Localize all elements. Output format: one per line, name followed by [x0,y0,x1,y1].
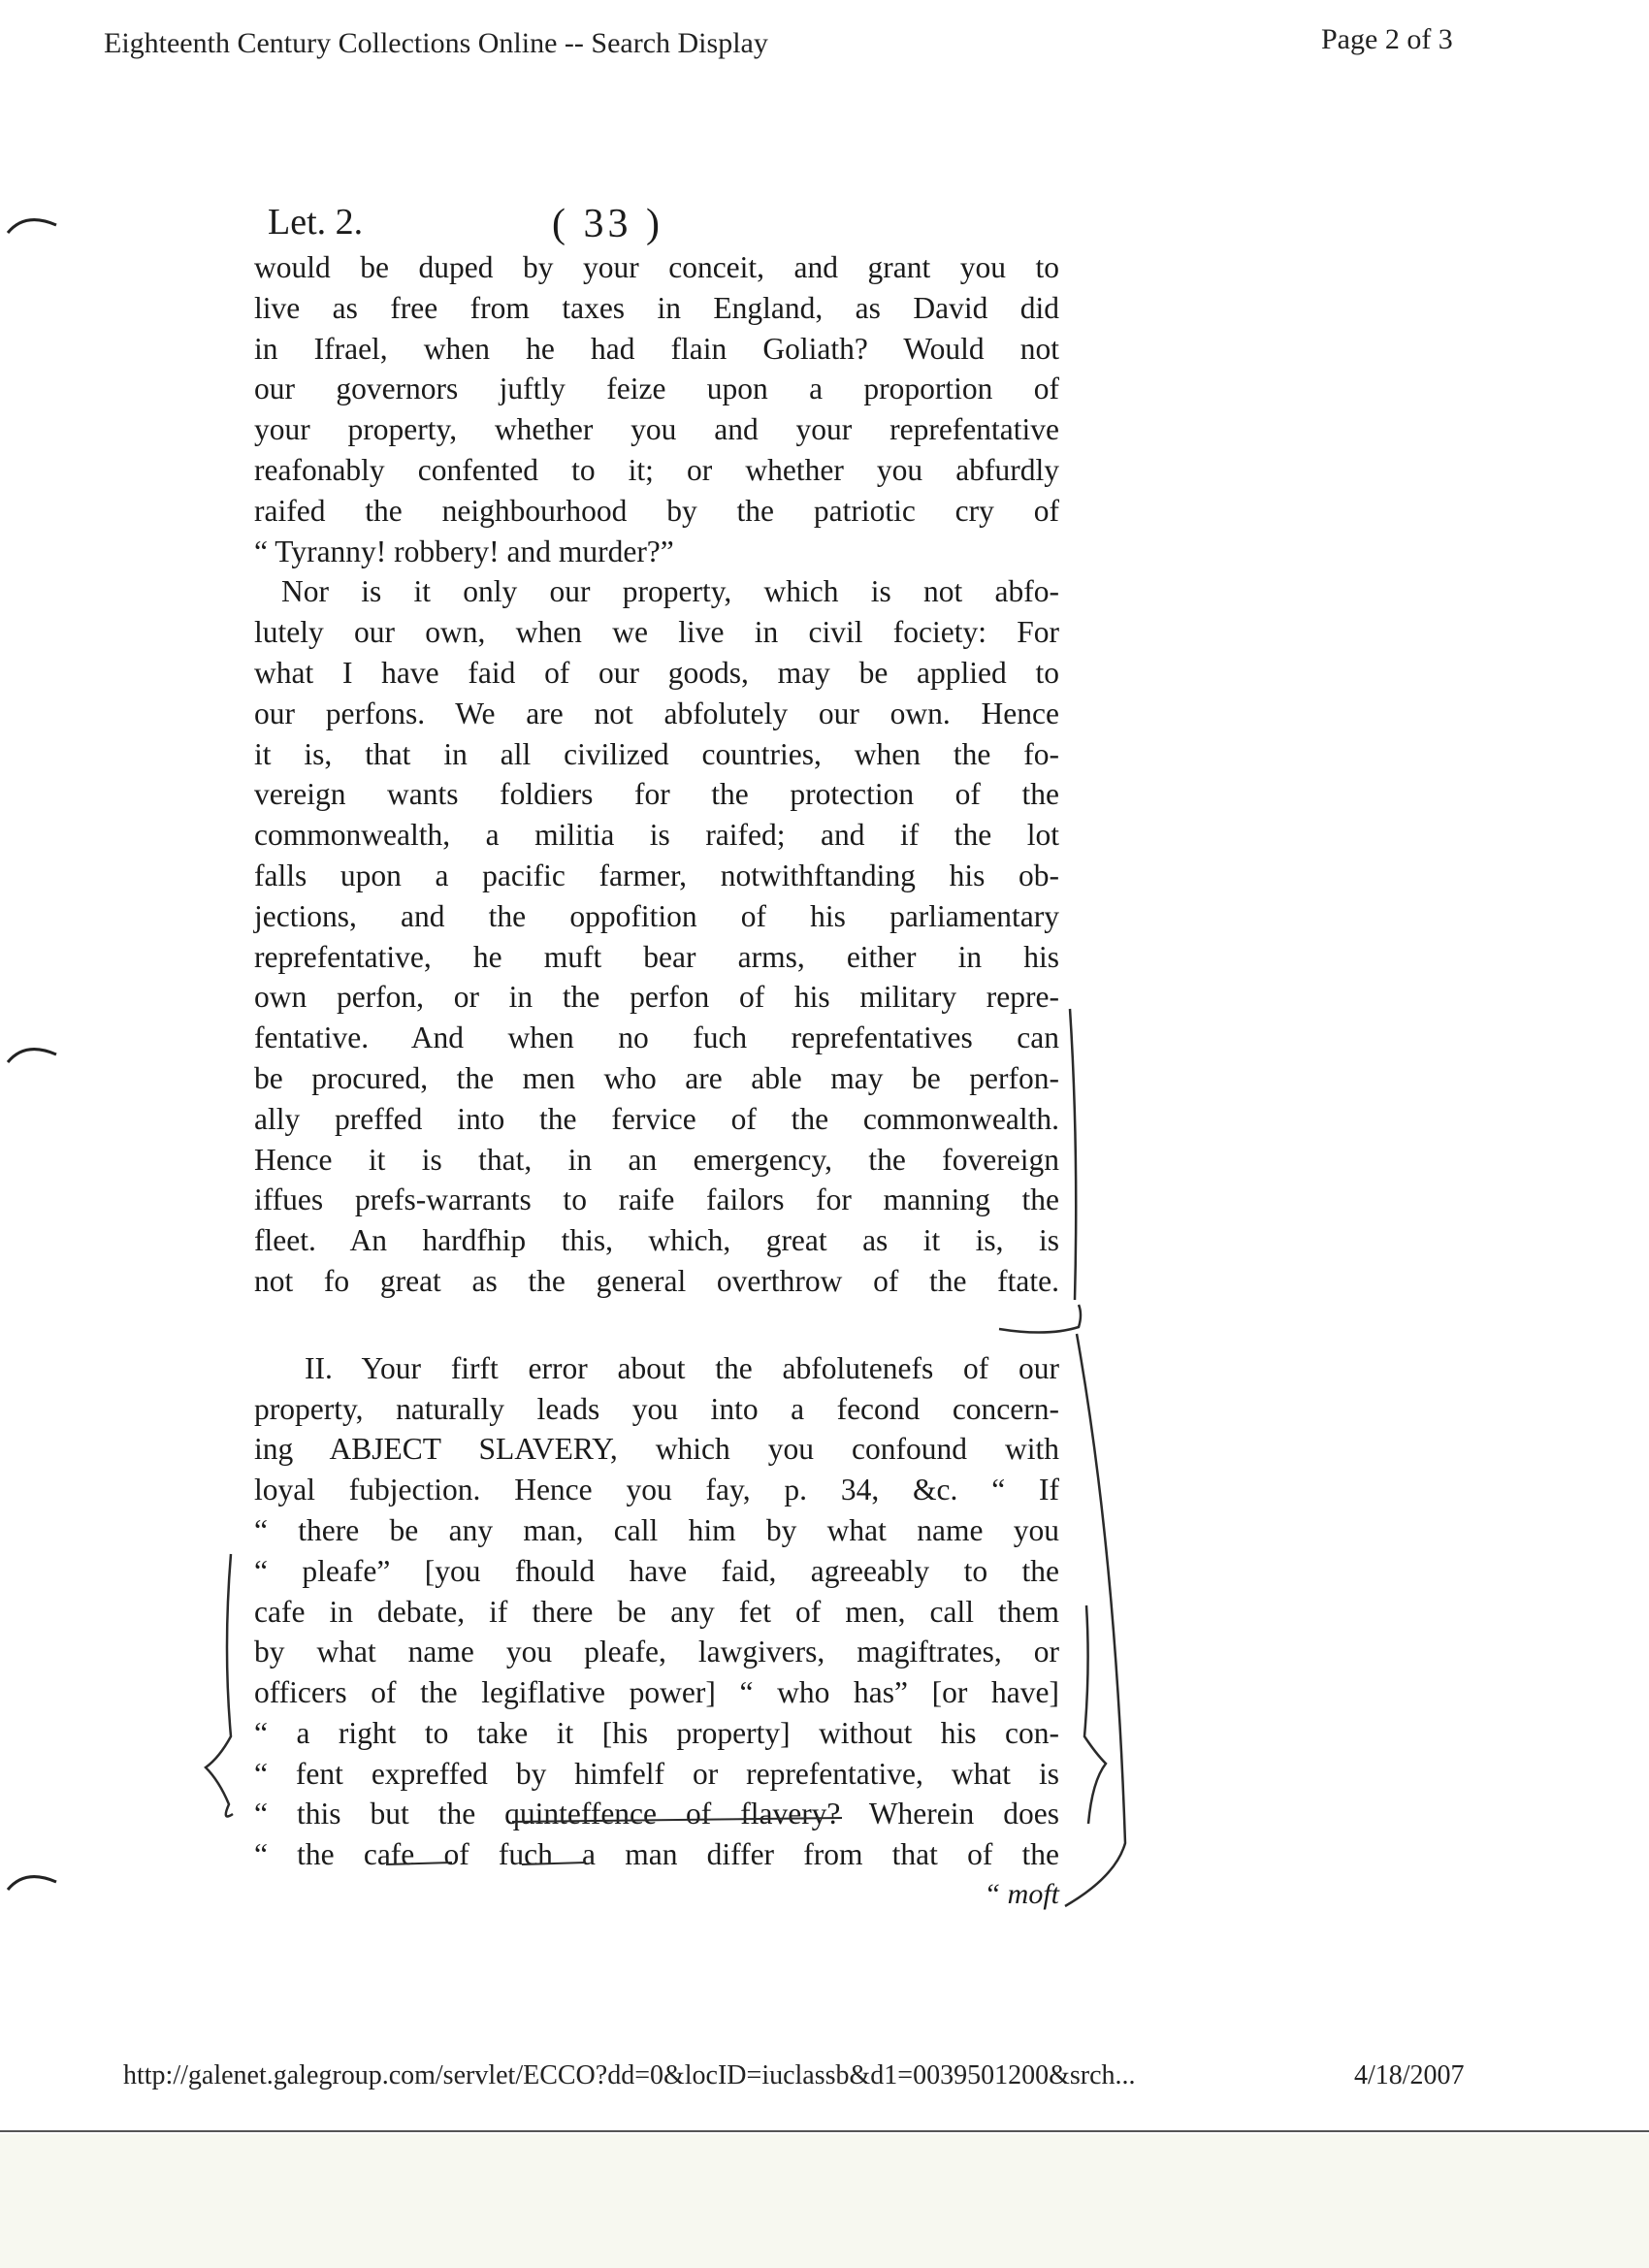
text-line: reprefentative, he muft bear arms, either in his [254,939,1059,974]
text-line: Hence it is that, in an emergency, the fovereign [254,1142,1059,1177]
text-line: your property, whether you and your reprefentative [254,412,1059,447]
print-footer-url: http://galenet.galegroup.com/servlet/ECCO?dd=0&locID=iuclassb&d1=0039501200&srch... [123,2060,1136,2090]
margin-line-right [1070,1009,1076,1300]
text-line: loyal fubjection. Hence you fay, p. 34, &c. “ If [254,1473,1059,1507]
text-line: fentative. And when no fuch reprefentatives can [254,1021,1059,1055]
text-line: not fo great as the general overthrow of the ftate. [254,1263,1059,1298]
text-line: by what name you pleafe, lawgivers, magiftrates, or [254,1635,1059,1669]
right-curly-brace [1084,1605,1106,1824]
text-line: “ there be any man, call him by what name you [254,1512,1059,1547]
catchword: “ moft [984,1878,1059,1911]
print-header-title: Eighteenth Century Collections Online -- Search Display [104,27,768,59]
text-line: falls upon a pacific farmer, notwithftanding his ob- [254,858,1059,892]
text-line: in Ifrael, when he had flain Goliath? Would not [254,331,1059,366]
text-line: be procured, the men who are able may be perfon- [254,1060,1059,1095]
text-line: “ the cafe of fuch a man differ from that of the [254,1837,1059,1872]
page-number: ( 33 ) [552,202,663,246]
text-line: Nor is it only our property, which is not abfo- [281,574,1059,609]
bracket-end-stroke [999,1305,1081,1333]
text-line: our perfons. We are not abfolutely our own. Hence [254,696,1059,730]
underline-case [386,1863,452,1864]
print-footer-date: 4/18/2007 [1354,2060,1465,2090]
text-line: our governors juftly feize upon a proportion of [254,372,1059,406]
print-header-page-count: Page 2 of 3 [1321,23,1453,55]
left-curly-brace [206,1554,233,1816]
text-line: II. Your firft error about the abfolutenefs of our [305,1350,1059,1385]
text-line: “ fent expreffed by himfelf or reprefentative, what is [254,1756,1059,1791]
text-line: jections, and the oppofition of his parliamentary [254,898,1059,933]
underline-quintessence [512,1818,842,1822]
text-line: fleet. An hardfhip this, which, great as it is, is [254,1223,1059,1258]
underline-such [522,1863,586,1864]
text-line: own perfon, or in the perfon of his military repre- [254,980,1059,1015]
text-line: property, naturally leads you into a fecond concern- [254,1391,1059,1426]
text-line: commonwealth, a militia is raifed; and if the lot [254,818,1059,853]
text-line: would be duped by your conceit, and grant you to [254,250,1059,284]
text-line: “ Tyranny! robbery! and murder?” [254,534,674,568]
text-line: cafe in debate, if there be any fet of men, call them [254,1594,1059,1629]
text-line: lutely our own, when we live in civil fociety: For [254,615,1059,650]
text-line: iffues prefs-warrants to raife failors for manning the [254,1183,1059,1217]
text-line: it is, that in all civilized countries, when the fo- [254,736,1059,771]
letter-number: Let. 2. [268,202,364,243]
text-line: ally preffed into the fervice of the commonwealth. [254,1101,1059,1136]
text-line: officers of the legiflative power] “ who has” [or have] [254,1675,1059,1710]
text-line: reafonably confented to it; or whether you abfurdly [254,452,1059,487]
text-line: ing ABJECT SLAVERY, which you confound with [254,1432,1059,1467]
footer-rule [0,2130,1649,2132]
text-line: “ a right to take it [his property] without his con- [254,1715,1059,1750]
text-line: what I have faid of our goods, may be applied to [254,655,1059,690]
text-line: live as free from taxes in England, as David did [254,290,1059,325]
text-line: “ pleafe” [you fhould have faid, agreeably to the [254,1553,1059,1588]
text-line: raifed the neighbourhood by the patriotic cry of [254,493,1059,528]
margin-line-lower [1065,1334,1125,1906]
text-line: “ this but the quinteffence of flavery? Wherein does [254,1797,1059,1831]
text-line: vereign wants foldiers for the protection of the [254,777,1059,812]
